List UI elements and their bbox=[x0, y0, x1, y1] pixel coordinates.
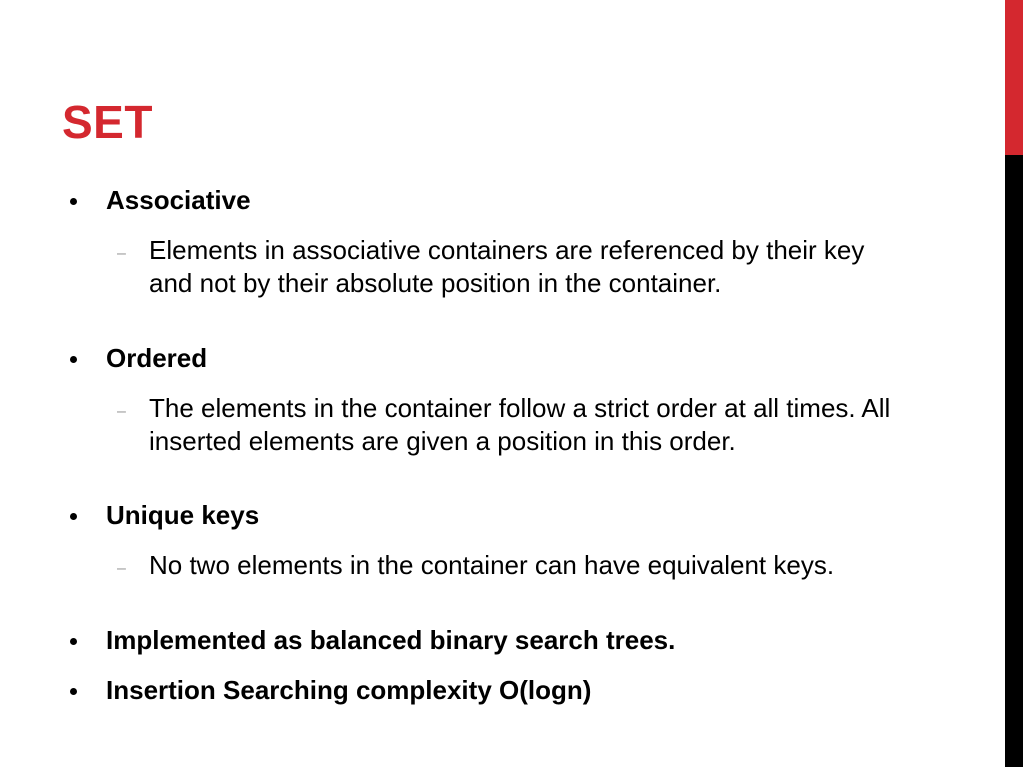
side-accent-bar bbox=[1005, 0, 1023, 767]
sub-bullet-marker: – bbox=[117, 403, 126, 420]
sub-bullet-marker: – bbox=[117, 245, 126, 262]
bullet-dot bbox=[70, 356, 77, 363]
bullet-text: Ordered bbox=[106, 343, 208, 373]
sub-bullet-item bbox=[117, 392, 917, 492]
slide-title: SET bbox=[62, 96, 153, 148]
bullet-dot bbox=[70, 198, 77, 205]
sub-bullet-text: No two elements in the container can have equivalent keys. bbox=[149, 550, 835, 580]
sub-bullet-text: Elements in associative containers are referenced by their key and not by their absolute position in the container. bbox=[149, 235, 865, 298]
bullet-text: Unique keys bbox=[106, 500, 260, 530]
bullet-item bbox=[70, 343, 970, 375]
bullet-text: Insertion Searching complexity O(logn) bbox=[106, 675, 592, 705]
bullet-dot bbox=[70, 513, 77, 520]
sub-bullet-marker: – bbox=[117, 560, 126, 577]
sub-bullet-item bbox=[117, 234, 917, 334]
sub-bullet-item bbox=[117, 549, 917, 617]
bullet-text: Associative bbox=[106, 185, 251, 215]
bullet-item bbox=[70, 625, 970, 657]
bullet-item bbox=[70, 500, 970, 532]
bullet-item bbox=[70, 675, 970, 707]
bullet-dot bbox=[70, 638, 77, 645]
side-accent-bar-black bbox=[1005, 155, 1023, 767]
bullet-text: Implemented as balanced binary search trees. bbox=[106, 625, 676, 655]
bullet-item bbox=[70, 185, 970, 217]
side-accent-bar-red bbox=[1005, 0, 1023, 155]
bullet-dot bbox=[70, 688, 77, 695]
sub-bullet-text: The elements in the container follow a strict order at all times. All inserted elements are given a position in this order. bbox=[149, 393, 891, 456]
